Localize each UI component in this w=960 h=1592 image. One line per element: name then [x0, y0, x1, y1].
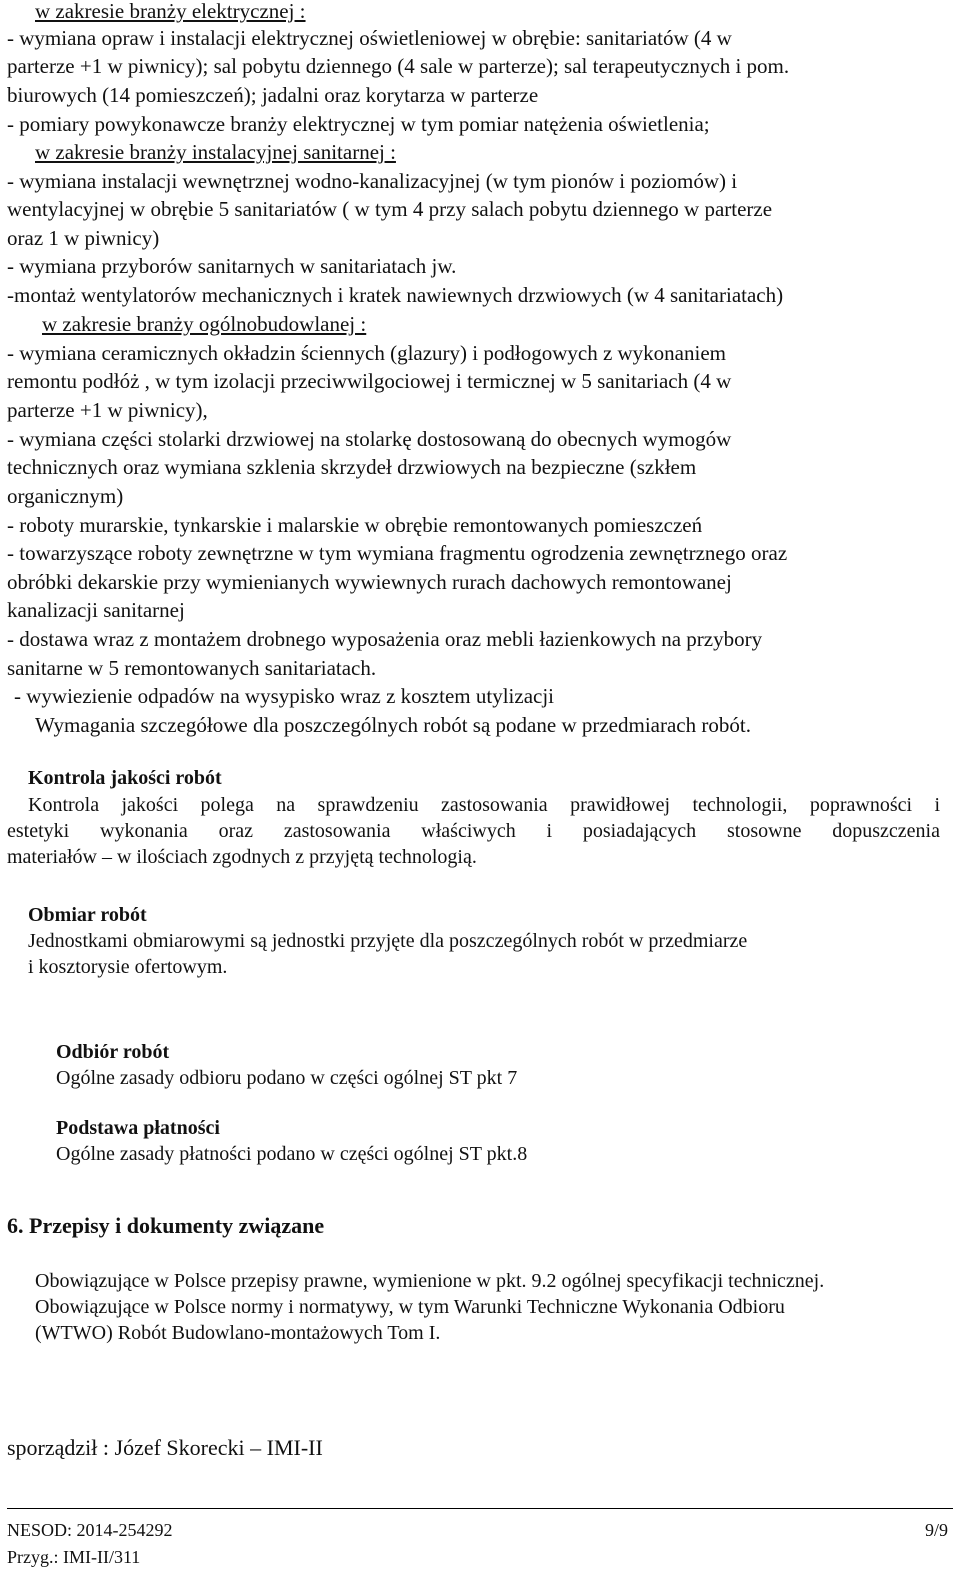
subheading-electrical: w zakresie branży elektrycznej :	[35, 0, 306, 23]
paragraph-line: (WTWO) Robót Budowlano-montażowych Tom I.	[35, 1322, 441, 1344]
list-item: - dostawa wraz z montażem drobnego wyposażenia oraz mebli łazienkowych na przybory	[7, 627, 763, 651]
list-item: - wymiana ceramicznych okładzin ściennych (glazury) i podłogowych z wykonaniem	[7, 341, 726, 365]
section-title-quality-control: Kontrola jakości robót	[28, 767, 222, 789]
list-item: obróbki dekarskie przy wymienianych wywiewnych rurach dachowych remontowanej	[7, 570, 732, 594]
footer-divider	[7, 1508, 953, 1509]
list-item: organicznym)	[7, 484, 124, 508]
list-item: kanalizacji sanitarnej	[7, 598, 185, 622]
signature-line: sporządził : Józef Skorecki – IMI-II	[7, 1435, 323, 1460]
footer-przyg: Przyg.: IMI-II/311	[7, 1547, 141, 1567]
footer-nesod: NESOD: 2014-254292	[7, 1520, 173, 1540]
paragraph-line: Jednostkami obmiarowymi są jednostki przyjęte dla poszczególnych robót w przedmiarze	[28, 930, 748, 952]
list-item: parterze +1 w piwnicy); sal pobytu dziennego (4 sale w parterze); sal terapeutycznych i pom.	[7, 54, 790, 78]
paragraph-line: Kontrola jakości polega na sprawdzeniu zastosowania prawidłowej technologii, poprawności i	[28, 794, 940, 816]
page-number: 9/9	[924, 1520, 948, 1540]
list-item: - roboty murarskie, tynkarskie i malarskie w obrębie remontowanych pomieszczeń	[7, 513, 703, 537]
paragraph-line: Ogólne zasady odbioru podano w części ogólnej ST pkt 7	[56, 1067, 518, 1089]
list-item: remontu podłóż , w tym izolacji przeciwwilgociowej i termicznej w 5 sanitariach (4 w	[7, 369, 732, 393]
paragraph-line: Ogólne zasady płatności podano w części ogólnej ST pkt.8	[56, 1143, 528, 1165]
requirements-note: Wymagania szczegółowe dla poszczególnych robót są podane w przedmiarach robót.	[35, 713, 751, 737]
list-item: - wymiana części stolarki drzwiowej na stolarkę dostosowaną do obecnych wymogów	[7, 427, 732, 451]
list-item: - towarzyszące roboty zewnętrzne w tym wymiana fragmentu ogrodzenia zewnętrznego oraz	[7, 541, 788, 565]
list-item: - wymiana opraw i instalacji elektrycznej oświetleniowej w obrębie: sanitariatów (4 w	[7, 26, 732, 50]
section-heading-6: 6. Przepisy i dokumenty związane	[7, 1213, 325, 1238]
list-item: - wymiana instalacji wewnętrznej wodno-kanalizacyjnej (w tym pionów i poziomów) i	[7, 169, 738, 193]
list-item: - pomiary powykonawcze branży elektrycznej w tym pomiar natężenia oświetlenia;	[7, 112, 710, 136]
section-title-acceptance: Odbiór robót	[56, 1041, 170, 1063]
list-item: biurowych (14 pomieszczeń); jadalni oraz korytarza w parterze	[7, 83, 539, 107]
paragraph-line: materiałów – w ilościach zgodnych z przyjętą technologią.	[7, 846, 477, 868]
list-item: sanitarne w 5 remontowanych sanitariatach.	[7, 656, 377, 680]
paragraph-line: Obowiązujące w Polsce normy i normatywy, w tym Warunki Techniczne Wykonania Odbioru	[35, 1296, 785, 1318]
paragraph-line: estetyki wykonania oraz zastosowania właściwych i posiadających stosowne dopuszczenia	[7, 820, 940, 842]
list-item: -montaż wentylatorów mechanicznych i kratek nawiewnych drzwiowych (w 4 sanitariatach)	[7, 283, 784, 307]
list-item: - wywiezienie odpadów na wysypisko wraz z kosztem utylizacji	[14, 684, 555, 708]
subheading-sanitary: w zakresie branży instalacyjnej sanitarnej :	[35, 140, 396, 164]
list-item: technicznych oraz wymiana szklenia skrzydeł drzwiowych na bezpieczne (szkłem	[7, 455, 697, 479]
list-item: oraz 1 w piwnicy)	[7, 226, 160, 250]
section-title-measurement: Obmiar robót	[28, 904, 147, 926]
paragraph-line: i kosztorysie ofertowym.	[28, 956, 228, 978]
subheading-general-construction: w zakresie branży ogólnobudowlanej :	[42, 312, 367, 336]
list-item: - wymiana przyborów sanitarnych w sanitariatach jw.	[7, 254, 457, 278]
section-title-payment: Podstawa płatności	[56, 1117, 220, 1139]
list-item: wentylacyjnej w obrębie 5 sanitariatów ( w tym 4 przy salach pobytu dziennego w parterze	[7, 197, 773, 221]
list-item: parterze +1 w piwnicy),	[7, 398, 208, 422]
paragraph-line: Obowiązujące w Polsce przepisy prawne, wymienione w pkt. 9.2 ogólnej specyfikacji technicznej.	[35, 1270, 825, 1292]
